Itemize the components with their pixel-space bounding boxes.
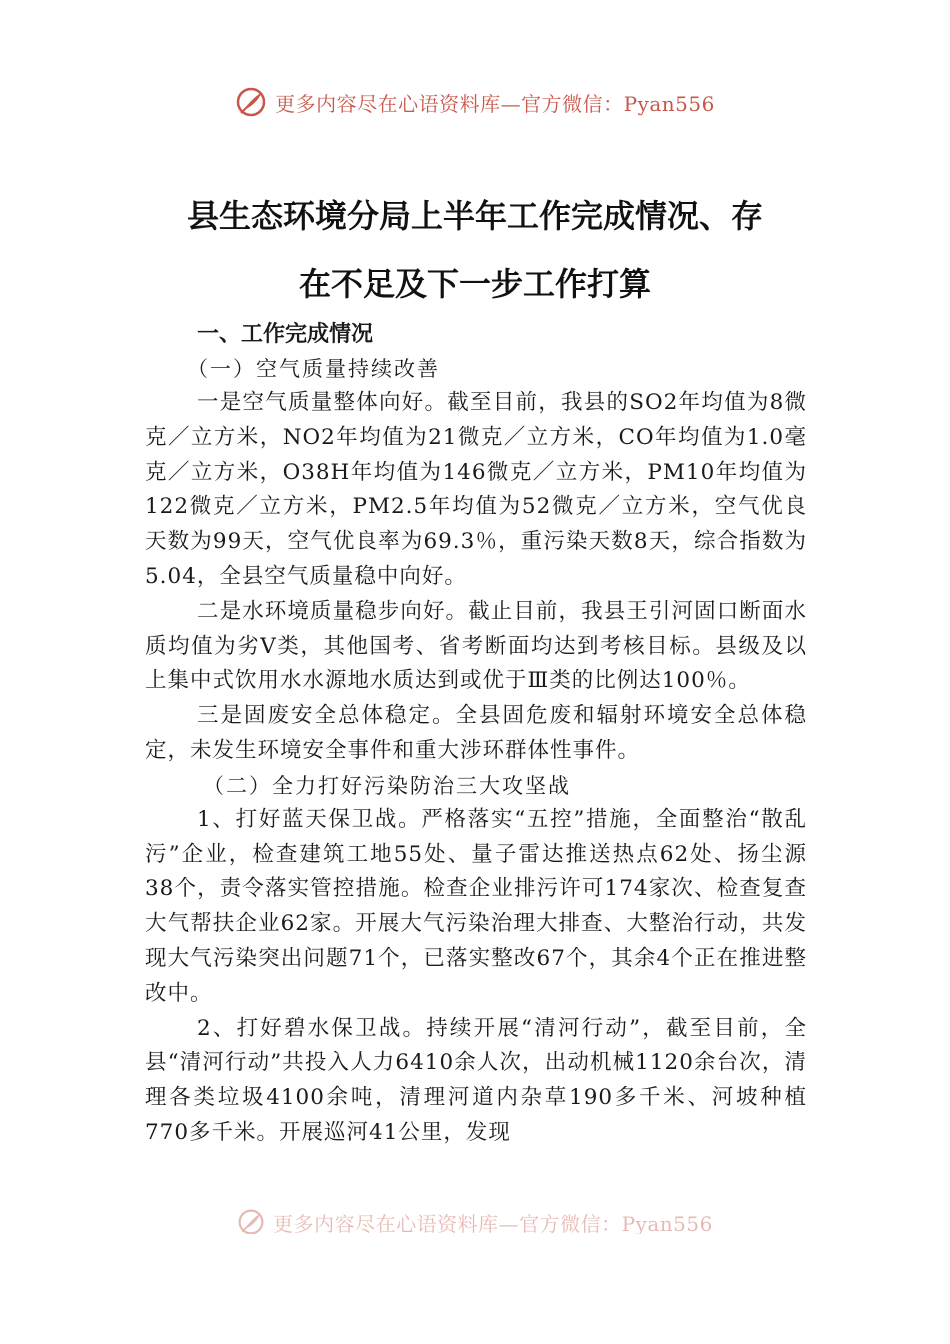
subsection-heading-air: （一）空气质量持续改善 bbox=[187, 357, 440, 381]
watermark-footer bbox=[0, 1208, 950, 1234]
watermark-header bbox=[0, 82, 950, 122]
feather-logo-icon bbox=[237, 1208, 265, 1234]
watermark-text: 更多内容尽在心语资料库—官方微信：Pyan556 bbox=[275, 91, 715, 116]
paragraph-clear-water: 2、打好碧水保卫战。持续开展“清河行动”，截至目前，全县“清河行动”共投入人力6410余人次，出动机械1120余台次，清理各类垃圾4100余吨，清理河道内杂草190多千米、河坡种植770多千米。开展巡河41公里，发现 bbox=[145, 1015, 807, 1145]
paragraph-blue-sky: 1、打好蓝天保卫战。严格落实“五控”措施，全面整治“散乱污”企业，检查建筑工地55处、量子雷达推送热点62处、扬尘源38个，责令落实管控措施。检查企业排污许可174家次、检查复查大气帮扶企业62家。开展大气污染治理大排查、大整治行动，共发现大气污染突出问题71个，已落实整改67个，其余4个正在推进整改中。 bbox=[145, 806, 807, 1006]
title-line-1: 县生态环境分局上半年工作完成情况、存 bbox=[186, 197, 763, 235]
paragraph-water-quality: 二是水环境质量稳步向好。截止目前，我县王引河固口断面水质均值为劣V类，其他国考、省考断面均达到考核目标。县级及以上集中式饮用水水源地水质达到或优于Ⅲ类的比例达100％。 bbox=[145, 598, 807, 694]
document-title bbox=[145, 182, 805, 318]
feather-logo-icon bbox=[235, 86, 267, 118]
paragraph-solid-waste: 三是固废安全总体稳定。全县固危废和辐射环境安全总体稳定，未发生环境安全事件和重大涉环群体性事件。 bbox=[145, 703, 807, 763]
document-body bbox=[145, 318, 807, 1151]
section-heading: 一、工作完成情况 bbox=[197, 322, 374, 347]
subsection-heading-pollution: （二）全力打好污染防治三大攻坚战 bbox=[203, 773, 571, 798]
watermark-text: 更多内容尽在心语资料库—官方微信：Pyan556 bbox=[273, 1212, 713, 1234]
title-line-2: 在不足及下一步工作打算 bbox=[298, 265, 651, 303]
paragraph-air-quality: 一是空气质量整体向好。截至目前，我县的SO2年均值为8微克／立方米，NO2年均值为21微克／立方米，CO年均值为1.0毫克／立方米，O38H年均值为146微克／立方米，PM10年均值为122微克／立方米，PM2.5年均值为52微克／立方米，空气优良天数为99天，空气优良率为69.3％，重污染天数8天，综合指数为5.04，全县空气质量稳中向好。 bbox=[145, 390, 807, 589]
